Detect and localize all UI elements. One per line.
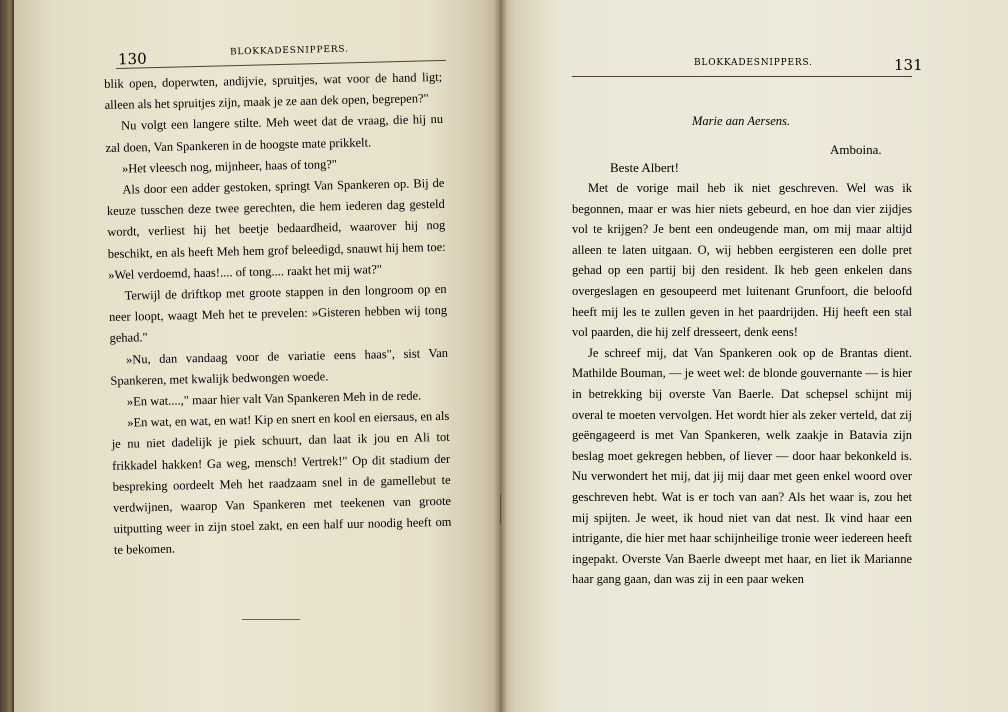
left-paragraph-3: »Het vleesch nog, mijnheer, haas of tong?" bbox=[121, 156, 338, 176]
left-paragraph-1: blik open, doperwten, andijvie, spruitjes, wat voor de hand ligt; alleen als het spruitjes zijn, maak je ze aan dek open, begrepen?" bbox=[104, 69, 443, 113]
left-paragraph-5: Terwijl de driftkop met groote stappen in den longroom op en neer loopt, waagt Meh het te prevelen: »Gisteren hebben wij tong gehad." bbox=[108, 281, 448, 346]
right-header-rule bbox=[572, 76, 912, 77]
right-paragraph-2: Je schreef mij, dat Van Spankeren ook op de Brantas dient. Mathilde Bouman, — je weet wel: de blonde gouvernante — is hier in betrekking bij overste Van Baerle. Dat schepsel schijnt mij overal te moeten vervolgen. Het wordt hier als zeker verteld, dat zij geëngageerd is met Van Spankeren, welk zaakje in Batavia zijn beslag moet gekregen hebben, of liever — door haar bekonkeld is. Nu verwondert het mij, dat jij mij daar met geen enkel woord over geschreven hebt. Wat is er toch van aan? Als het waar is, zou het mij spijten. Je weet, ik houd niet van dat nest. Ik vind haar een intrigante, die hier met haar schijnheilige tronie weer iedereen heeft ingepakt. Overste Van Baerle dweept met haar, en liet ik Marianne haar gang gaan, dan was zij in een paar weken bbox=[572, 345, 912, 587]
section-end-rule bbox=[242, 619, 300, 620]
left-paragraph-8: »En wat, en wat, en wat! Kip en snert en kool en eiersaus, en als je nu niet dadelijk je piek schuurt, dan laat ik jou en Ali tot frikkadel hakken! Ga weg, mensch! Vertrek!" Op dit stadium der bespreking oordeelt Meh het raadzaam snel in de gamellebut te verdwijnen, waarop Van Spankeren met teekenen van groote uitputting weer in zijn stoel zakt, en een half uur noodig heeft om te bekomen. bbox=[111, 409, 452, 558]
letter-greeting: Beste Albert! bbox=[610, 160, 679, 175]
left-paragraph-2: Nu volgt een langere stilte. Meh weet dat de vraag, die hij nu zal doen, Van Spankeren in de hoogste mate prikkelt. bbox=[105, 112, 444, 155]
left-paragraph-7: »En wat....," maar hier valt Van Spankeren Meh in de rede. bbox=[126, 388, 422, 409]
book-gutter bbox=[494, 0, 508, 712]
right-page-body bbox=[572, 178, 912, 590]
left-paragraph-4: Als door een adder gestoken, springt Van Spankeren op. Bij de keuze tusschen deze twee gerechten, die hem iederen dag gesteld wordt, verliest hij het beetje bedaardheid, waarover hij nog beschikt, en als heeft Meh hem grof beleedigd, snauwt hij hem toe: »Wel verdoemd, haas!.... of tong.... raakt het mij wat?" bbox=[106, 175, 446, 282]
right-running-header: BLOKKADESNIPPERS. bbox=[694, 58, 813, 68]
left-running-header: BLOKKADESNIPPERS. bbox=[229, 44, 349, 58]
letter-place: Amboina. bbox=[830, 142, 882, 157]
right-paragraph-1: Met de vorige mail heb ik niet geschreven. Wel was ik begonnen, maar er was hier niets gebeurd, en hoe dan vier zijdjes vol te krijgen? Je bent een ondeugende man, om mij maar altijd alleen te laten uitgaan. O, wij hebben eergisteren een dolle pret gehad op een partij bij den resident. Ik heb geen enkelen dans overgeslagen en gesoupeerd met luitenant Grunfoort, die beloofd heeft mij les te zullen geven in het paardrijden. Hij heeft een stal vol paarden, die hij zelf dresseert, denk eens! bbox=[572, 181, 912, 340]
gutter-mark bbox=[500, 494, 503, 524]
left-page-number: 130 bbox=[117, 49, 147, 69]
letter-title: Marie aan Aersens. bbox=[692, 114, 791, 128]
right-page-number: 131 bbox=[894, 56, 923, 74]
left-page-body bbox=[104, 67, 452, 562]
left-paragraph-6: »Nu, dan vandaag voor de variatie eens haas", sist Van Spankeren, met kwalijk bedwongen woede. bbox=[110, 345, 449, 388]
